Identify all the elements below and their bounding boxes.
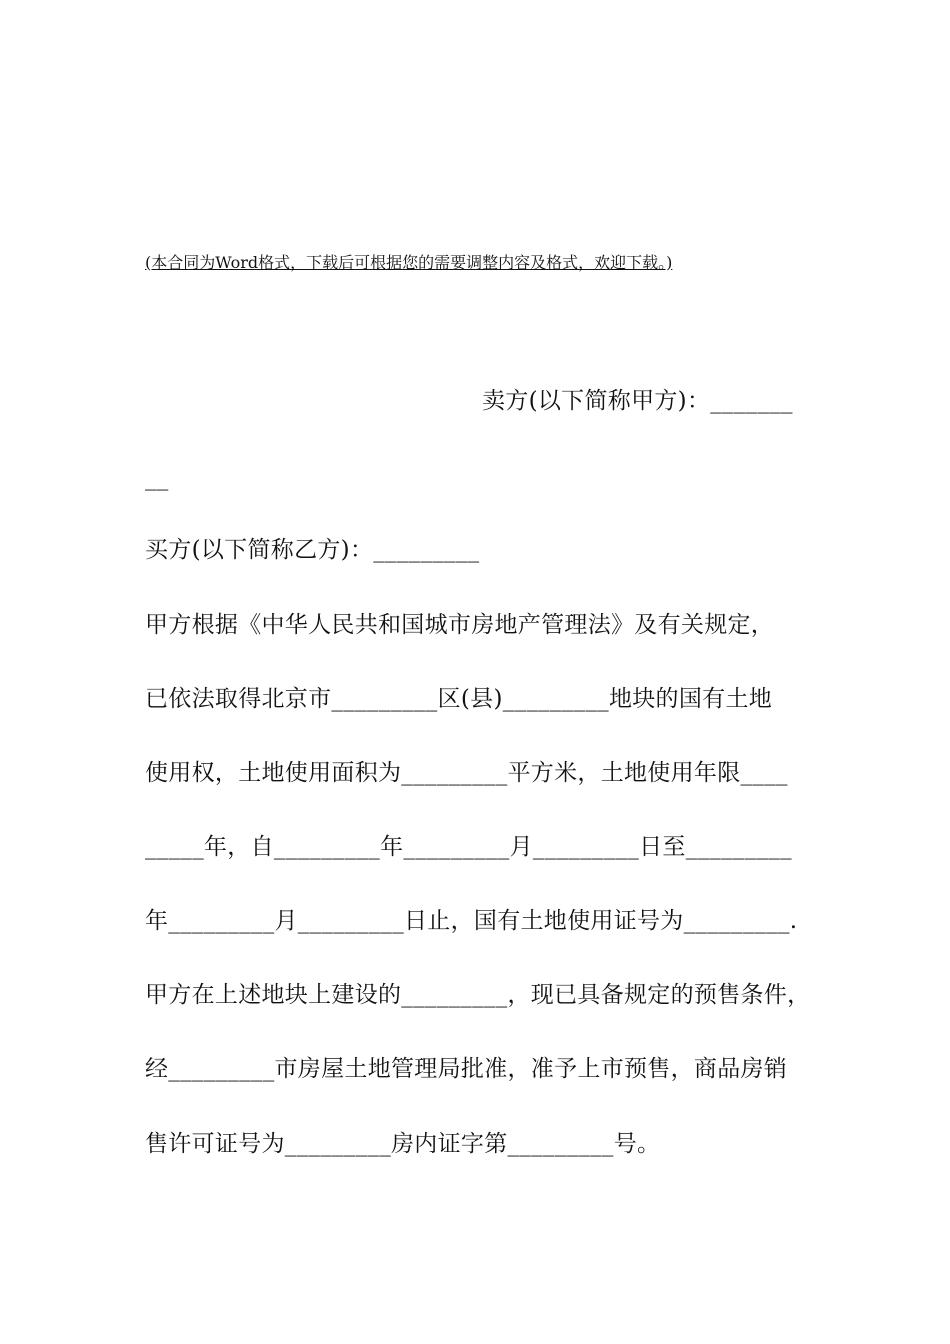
paragraph-line-5: 年_________月_________日止，国有土地使用证号为_________. bbox=[145, 908, 798, 934]
format-note: (本合同为Word格式，下载后可根据您的需要调整内容及格式，欢迎下载。) bbox=[145, 253, 673, 272]
paragraph-line-2: 已依法取得北京市_________区(县)_________地块的国有土地 bbox=[145, 686, 773, 712]
seller-line-continuation: __ bbox=[145, 465, 169, 491]
paragraph-line-7: 经_________市房屋土地管理局批准，准予上市预售，商品房销 bbox=[145, 1056, 788, 1082]
paragraph-line-8: 售许可证号为_________房内证字第_________号。 bbox=[145, 1131, 661, 1157]
paragraph-line-1: 甲方根据《中华人民共和国城市房地产管理法》及有关规定， bbox=[145, 612, 775, 638]
paragraph-line-4: _____年，自_________年_________月_________日至_________ bbox=[145, 834, 792, 860]
buyer-line: 买方(以下简称乙方)：_________ bbox=[145, 537, 480, 563]
paragraph-line-6: 甲方在上述地块上建设的_________，现已具备规定的预售条件， bbox=[145, 982, 811, 1008]
paragraph-line-3: 使用权，土地使用面积为_________平方米，土地使用年限____ bbox=[145, 760, 788, 786]
seller-line: 卖方(以下简称甲方)：_______ bbox=[482, 388, 793, 414]
